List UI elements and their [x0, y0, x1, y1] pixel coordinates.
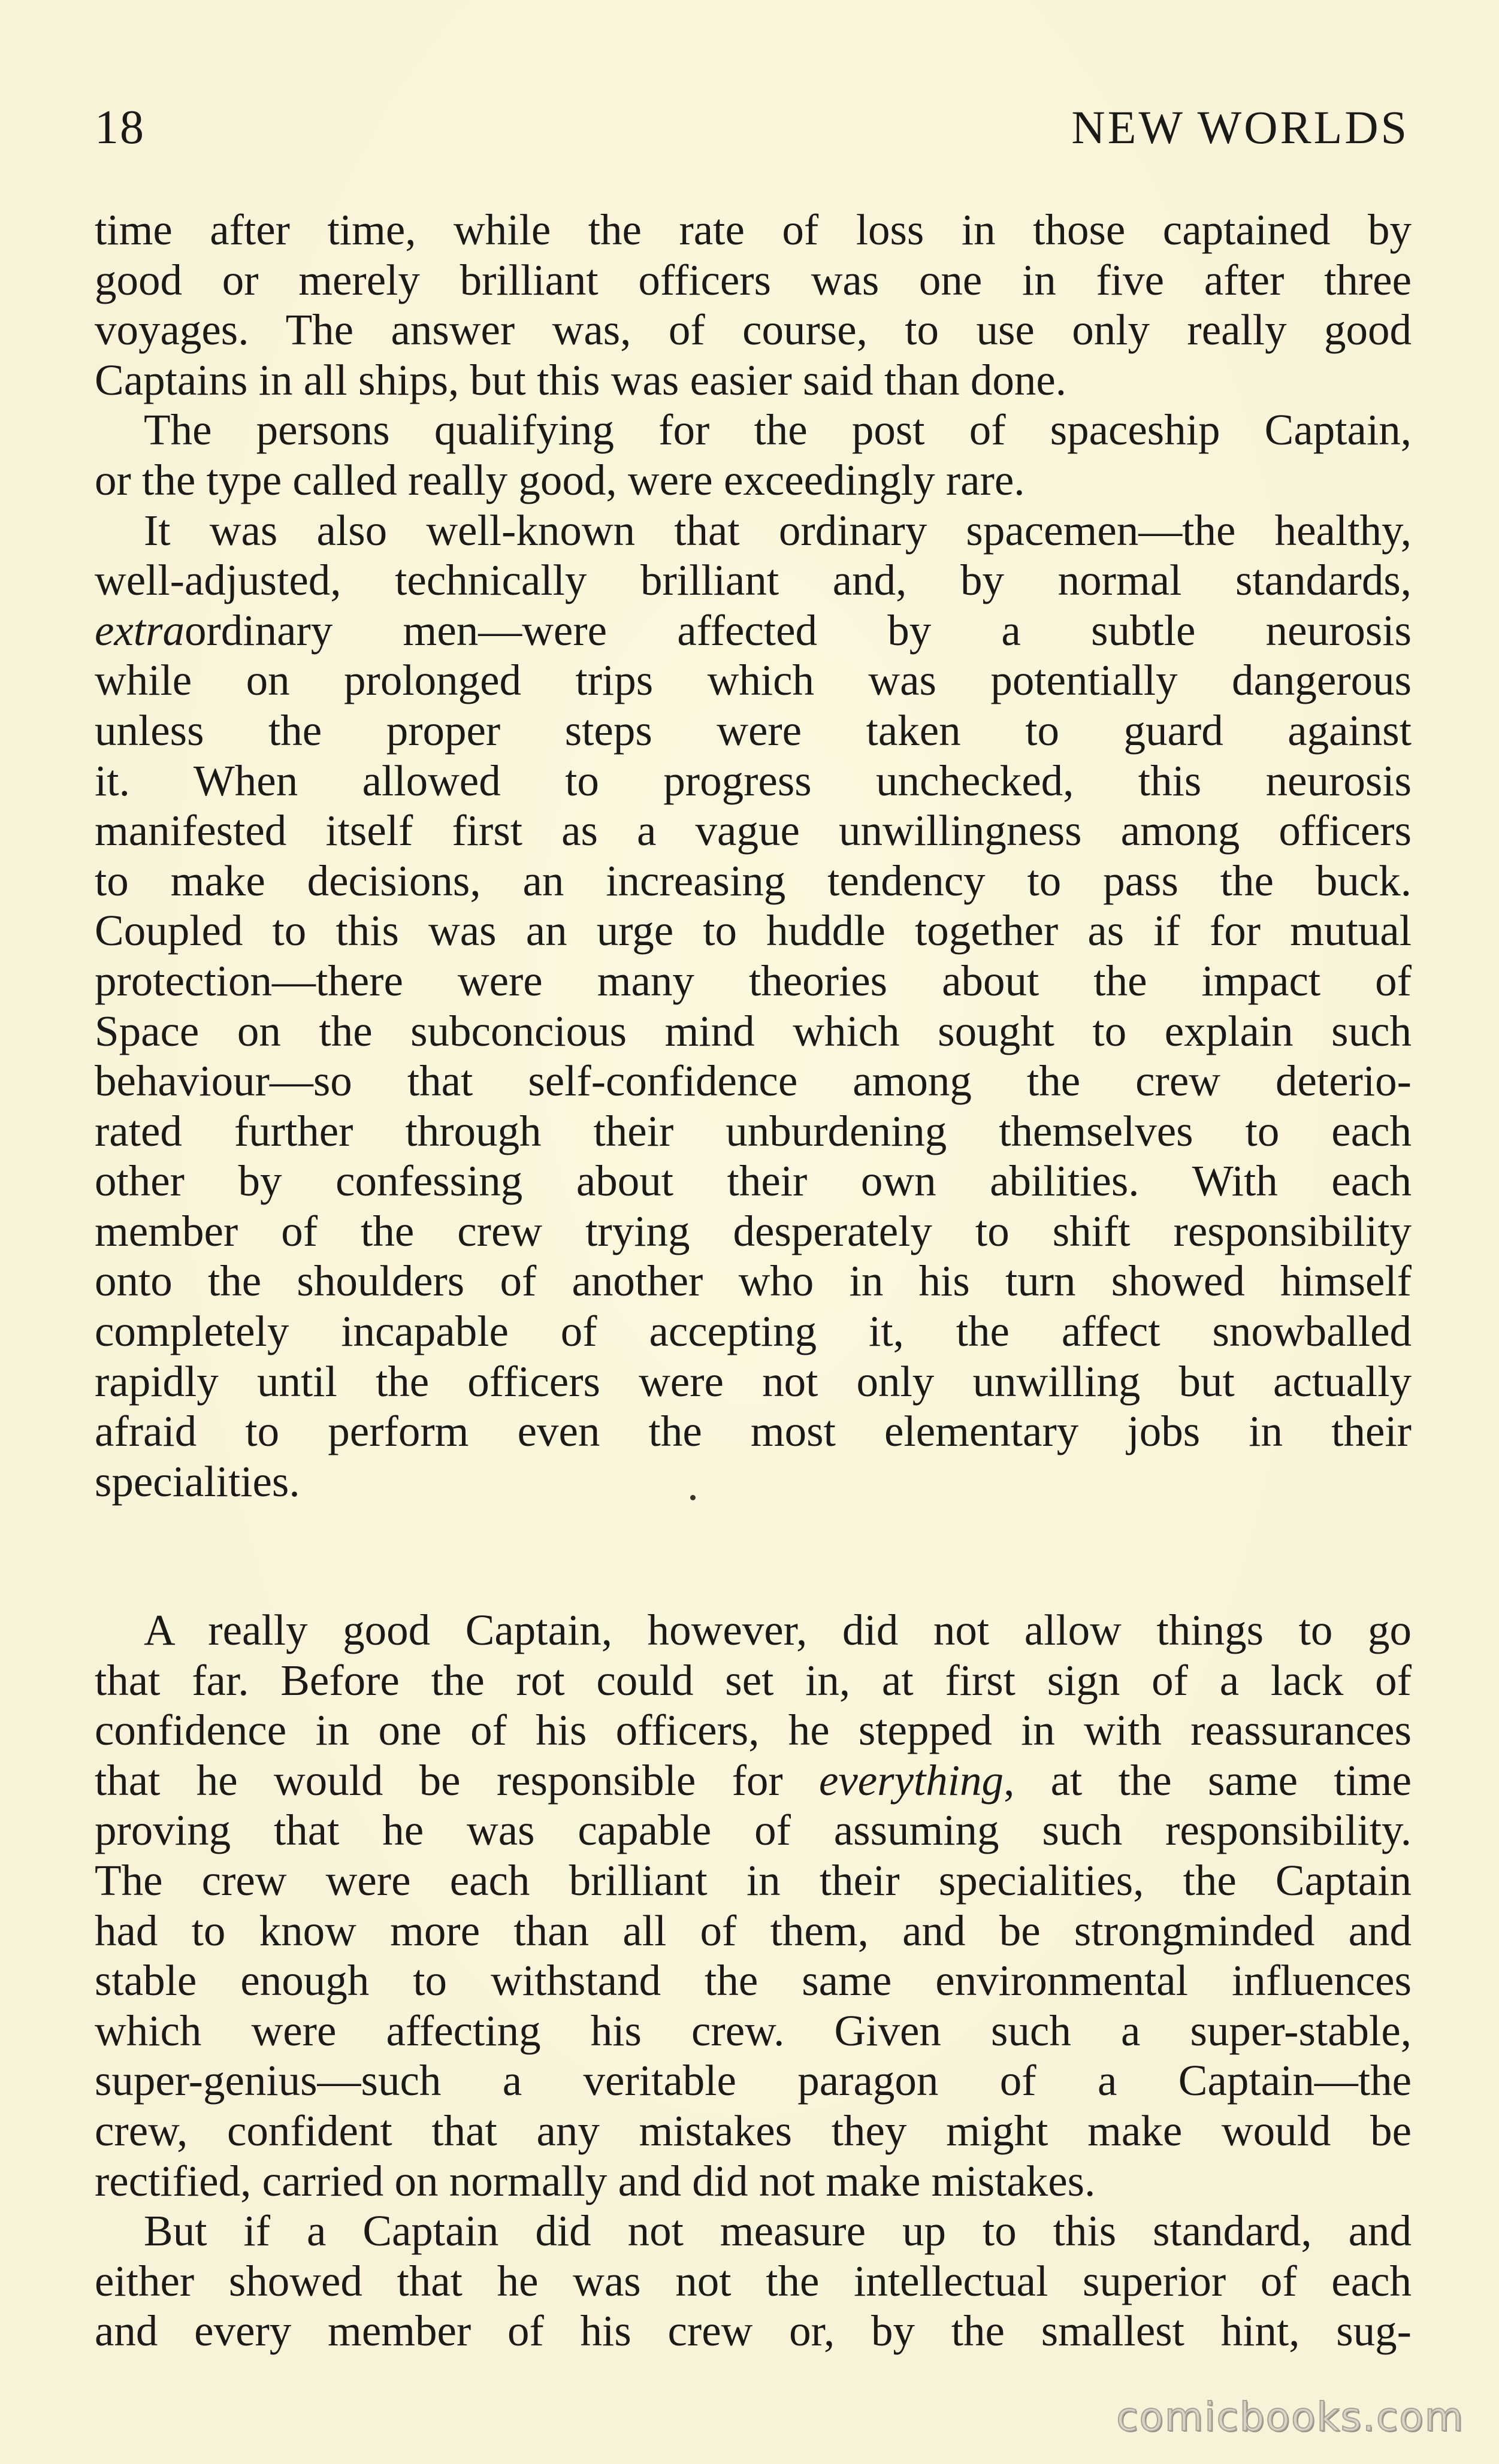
text-line: A really good Captain, however, did not allow things to go — [144, 1606, 1412, 1654]
text-line-extraordinary — [95, 606, 1412, 656]
text-line: But if a Captain did not measure up to this standard, and — [144, 2206, 1412, 2256]
text-line: rapidly until the officers were not only unwilling but actually — [95, 1357, 1412, 1406]
text-line: Captains in all ships, but this was easier said than done. — [95, 355, 1066, 404]
text-line: manifested itself first as a vague unwillingness among officers — [95, 806, 1412, 855]
text-line: Space on the subconcious mind which sought to explain such — [95, 1006, 1412, 1055]
text-line: afraid to perform even the most elementary jobs in their — [95, 1407, 1412, 1456]
text-line: onto the shoulders of another who in his turn showed himself — [95, 1257, 1412, 1306]
italic-prefix: extra — [95, 606, 185, 655]
text-section-1 — [95, 205, 1412, 1506]
text-line: other by confessing about their own abilities. With each — [95, 1157, 1412, 1206]
text-line: to make decisions, an increasing tendency to pass the buck. — [95, 856, 1412, 905]
text-line: crew, confident that any mistakes they might make would be — [95, 2106, 1412, 2155]
text-line: while on prolonged trips which was potentially dangerous — [95, 656, 1412, 705]
line-remainder: ordinary men—were affected by a subtle neurosis — [185, 606, 1412, 655]
text-line: rated further through their unburdening themselves to each — [95, 1106, 1412, 1155]
text-line: voyages. The answer was, of course, to use only really good — [95, 305, 1412, 355]
text-line: rectified, carried on normally and did not make mistakes. — [95, 2156, 1096, 2205]
text-line: it. When allowed to progress unchecked, this neurosis — [95, 756, 1412, 805]
text-line: confidence in one of his officers, he stepped in with reassurances — [95, 1706, 1412, 1755]
text-line: super-genius—such a veritable paragon of a Captain—the — [95, 2056, 1412, 2105]
text-line: or the type called really good, were exceedingly rare. — [95, 455, 1025, 504]
text-line: which were affecting his crew. Given such a super-stable, — [95, 2006, 1412, 2055]
text-line: protection—there were many theories about the impact of — [95, 956, 1412, 1005]
text-line: proving that he was capable of assuming such responsibility. — [95, 1806, 1412, 1855]
text-line: good or merely brilliant officers was one in five after three — [95, 255, 1412, 304]
text-section-2 — [95, 1605, 1412, 2356]
text-line: Coupled to this was an urge to huddle together as if for mutual — [95, 906, 1412, 955]
running-head — [95, 101, 1409, 161]
line-end: , at the same time — [1004, 1755, 1412, 1805]
text-line: well-adjusted, technically brilliant and, by normal standards, — [95, 556, 1412, 605]
text-line: time after time, while the rate of loss in those captained by — [95, 205, 1412, 254]
text-line: completely incapable of accepting it, the affect snowballed — [95, 1307, 1412, 1356]
text-line: that far. Before the rot could set in, at first sign of a lack of — [95, 1655, 1412, 1705]
text-line: either showed that he was not the intellectual superior of each — [95, 2256, 1412, 2305]
text-line: It was also well-known that ordinary spacemen—the healthy, — [144, 505, 1412, 555]
page-number: 18 — [95, 101, 145, 154]
watermark: comicbooks.com — [1116, 2394, 1464, 2440]
text-line: and every member of his crew or, by the smallest hint, sug- — [95, 2306, 1412, 2356]
text-line: behaviour—so that self-confidence among the crew deterio- — [95, 1057, 1412, 1106]
italic-word: everything — [818, 1755, 1004, 1805]
text-line: had to know more than all of them, and be strongminded and — [95, 1906, 1412, 1955]
text-line: unless the proper steps were taken to guard against — [95, 706, 1412, 755]
text-line: stable enough to withstand the same environmental influences — [95, 1956, 1412, 2005]
text-line: The crew were each brilliant in their specialities, the Captain — [95, 1855, 1412, 1905]
ink-speck — [690, 1495, 696, 1500]
text-line-everything — [95, 1755, 1412, 1806]
text-line: specialities. — [95, 1457, 300, 1506]
text-line: The persons qualifying for the post of spaceship Captain, — [144, 405, 1412, 455]
line-start: that he would be responsible for — [95, 1755, 819, 1805]
journal-title: NEW WORLDS — [1071, 101, 1409, 153]
text-line: member of the crew trying desperately to shift responsibility — [95, 1206, 1412, 1255]
